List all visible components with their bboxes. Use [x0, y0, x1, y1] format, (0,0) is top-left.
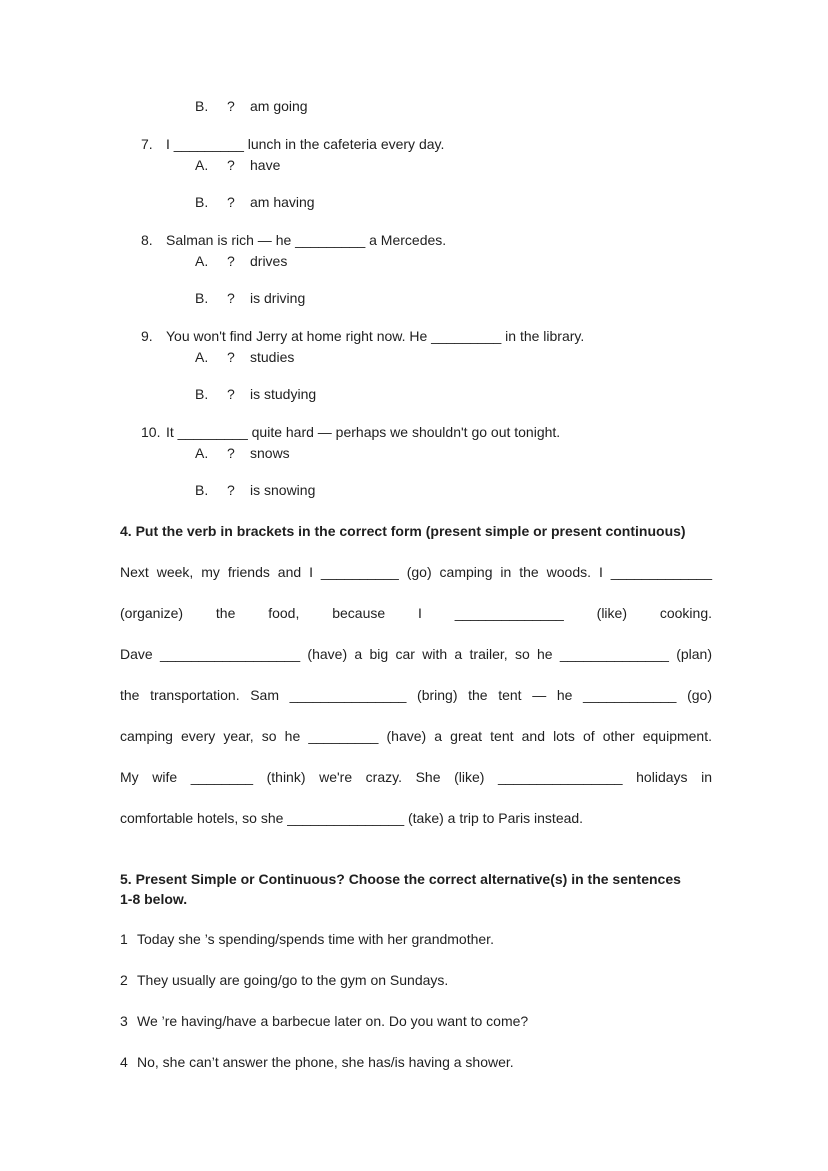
section5-sentences [120, 929, 712, 1073]
radio-placeholder-icon: ? [227, 349, 235, 365]
option-letter: A. [195, 253, 209, 269]
radio-placeholder-icon: ? [227, 98, 235, 114]
radio-placeholder-icon: ? [227, 157, 235, 173]
sentence-text: Today she ’s spending/spends time with her grandmother. [137, 931, 494, 947]
option-row [195, 251, 712, 272]
question-text: Salman is rich — he _________ a Mercedes. [166, 232, 447, 248]
fill-in-line: Next week, my friends and I __________ (go) camping in the woods. I _____________ [120, 564, 712, 580]
option-text: snows [250, 445, 290, 461]
question-block [120, 230, 712, 309]
sentence-number: 2 [120, 972, 128, 988]
question-block [120, 422, 712, 501]
option-row [195, 480, 712, 501]
question-block [120, 326, 712, 405]
radio-placeholder-icon: ? [227, 253, 235, 269]
fill-in-line: (organize) the food, because I ______________ (like) cooking. [120, 605, 712, 621]
option-letter: A. [195, 349, 209, 365]
question-text: It _________ quite hard — perhaps we shouldn't go out tonight. [166, 424, 561, 440]
question-text: You won't find Jerry at home right now. He _________ in the library. [166, 328, 585, 344]
option-letter: B. [195, 194, 209, 210]
fill-in-line: My wife ________ (think) we're crazy. She (like) ________________ holidays in [120, 769, 712, 785]
sentence-row [120, 1052, 712, 1073]
option-letter: B. [195, 290, 209, 306]
page-content [120, 96, 712, 1073]
section4-heading: 4. Put the verb in brackets in the correct form (present simple or present continuous) [120, 523, 686, 539]
question-text: I _________ lunch in the cafeteria every day. [166, 136, 445, 152]
option-letter: B. [195, 386, 209, 402]
option-letter: A. [195, 157, 209, 173]
sentence-number: 4 [120, 1054, 128, 1070]
question-number: 10. [141, 424, 161, 440]
option-letter: B. [195, 98, 209, 114]
section4-paragraph [120, 562, 712, 829]
option-text: have [250, 157, 281, 173]
radio-placeholder-icon: ? [227, 290, 235, 306]
fill-in-line: Dave __________________ (have) a big car with a trailer, so he ______________ (plan) [120, 646, 712, 662]
question-number: 7. [141, 136, 153, 152]
option-letter: B. [195, 482, 209, 498]
section5-heading [120, 869, 712, 909]
radio-placeholder-icon: ? [227, 482, 235, 498]
question-prompt [141, 134, 712, 155]
option-row [195, 347, 712, 368]
sentence-row [120, 970, 712, 991]
sentence-text: No, she can’t answer the phone, she has/is having a shower. [137, 1054, 514, 1070]
radio-placeholder-icon: ? [227, 194, 235, 210]
option-text: am having [250, 194, 315, 210]
sentence-row [120, 1011, 712, 1032]
option-row [195, 443, 712, 464]
option-row [195, 96, 712, 117]
option-text: is driving [250, 290, 306, 306]
question-number: 9. [141, 328, 153, 344]
section5-heading-line1: 5. Present Simple or Continuous? Choose the correct alternative(s) in the sentences [120, 871, 681, 887]
option-text: am going [250, 98, 308, 114]
fill-in-line: the transportation. Sam _______________ (bring) the tent — he ____________ (go) [120, 687, 712, 703]
option-row [195, 192, 712, 213]
option-row [195, 155, 712, 176]
question-prompt [141, 422, 712, 443]
option-text: is studying [250, 386, 317, 402]
sentence-text: They usually are going/go to the gym on Sundays. [137, 972, 449, 988]
sentence-row [120, 929, 712, 950]
fill-in-line: comfortable hotels, so she _______________ (take) a trip to Paris instead. [120, 810, 584, 826]
sentence-number: 1 [120, 931, 128, 947]
option-row [195, 384, 712, 405]
option-text: drives [250, 253, 288, 269]
option-letter: A. [195, 445, 209, 461]
radio-placeholder-icon: ? [227, 386, 235, 402]
option-row [195, 288, 712, 309]
option-text: is snowing [250, 482, 316, 498]
question-block [120, 134, 712, 213]
radio-placeholder-icon: ? [227, 445, 235, 461]
fill-in-line: camping every year, so he _________ (have) a great tent and lots of other equipment. [120, 728, 712, 744]
question-number: 8. [141, 232, 153, 248]
option-text: studies [250, 349, 295, 365]
question-prompt [141, 230, 712, 251]
sentence-number: 3 [120, 1013, 128, 1029]
section5-heading-line2: 1-8 below. [120, 891, 188, 907]
sentence-text: We ’re having/have a barbecue later on. Do you want to come? [137, 1013, 529, 1029]
question-prompt [141, 326, 712, 347]
